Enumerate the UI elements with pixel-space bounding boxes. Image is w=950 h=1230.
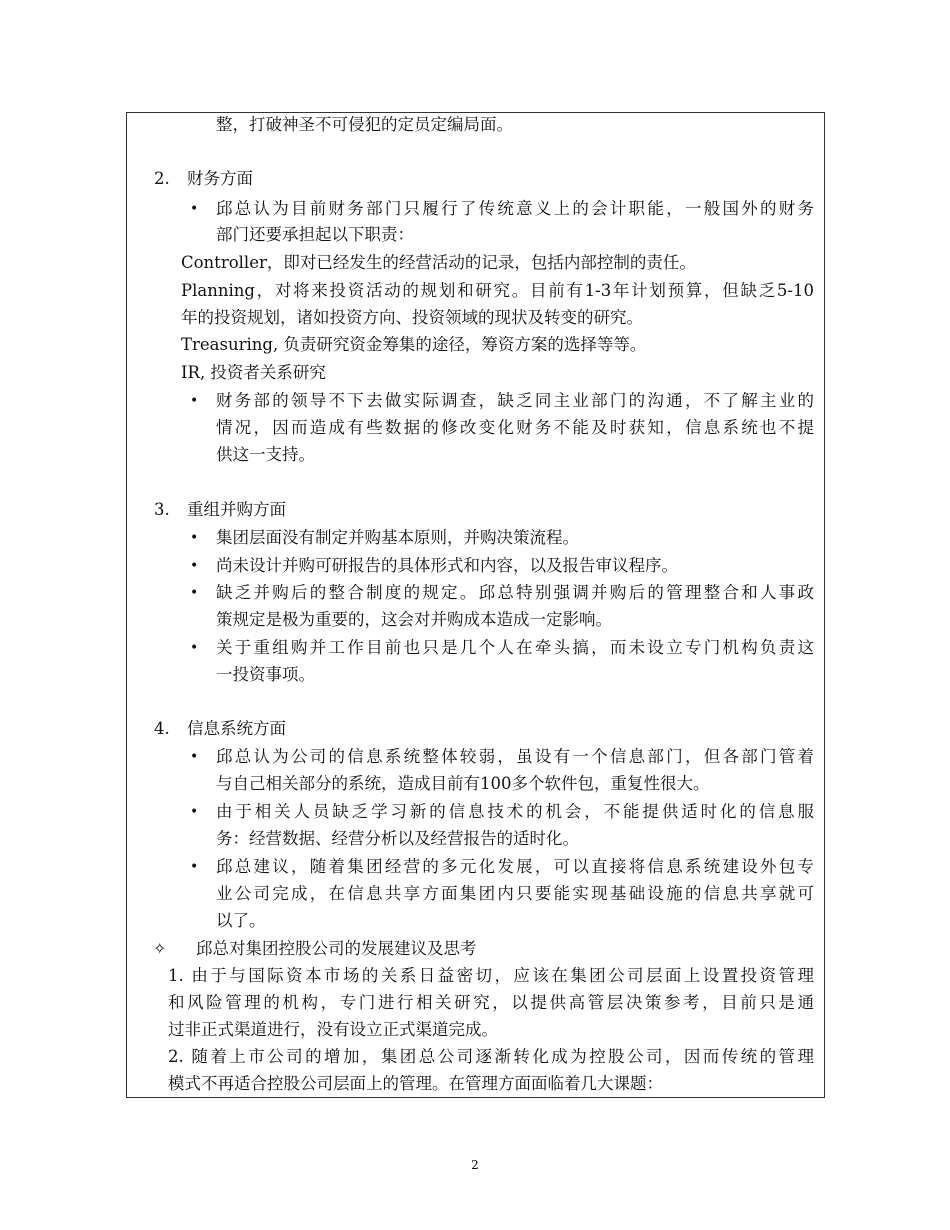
suggestions-heading: 邱总对集团控股公司的发展建议及思考 [196,939,477,958]
bullet-text: 一投资事项。 [216,665,315,684]
bullet-icon: • [190,859,199,875]
bullet-icon: • [190,393,199,409]
bullet-text: 以了。 [216,911,266,930]
bullet-icon: • [190,585,199,601]
suggestion-text: 2. 随着上市公司的增加，集团总公司逐渐转化成为控股公司，因而传统的管理 [168,1047,814,1066]
bullet-text: 由于相关人员缺乏学习新的信息技术的机会，不能提供适时化的信息服 [216,802,814,821]
bullet-text: 业公司完成，在信息共享方面集团内只要能实现基础设施的信息共享就可 [216,884,814,903]
diamond-icon: ✧ [153,939,167,958]
bullet-text: 邱总认为公司的信息系统整体较弱，虽设有一个信息部门，但各部门管着 [216,747,814,766]
section-number: 4. [154,719,170,738]
bullet-icon: • [190,804,199,820]
section-number: 2. [154,169,170,188]
section-heading: 信息系统方面 [187,719,286,738]
intro-line: 整，打破神圣不可侵犯的定员定编局面。 [216,115,513,134]
bullet-icon: • [190,530,199,546]
bullet-icon: • [190,201,199,217]
bullet-text: 关于重组购并工作目前也只是几个人在牵头搞，而未设立专门机构负责这 [216,638,814,657]
role-line: Treasuring, 负责研究资金筹集的途径，筹资方案的选择等等。 [181,335,647,354]
bullet-text: 缺乏并购后的整合制度的规定。邱总特别强调并购后的管理整合和人事政 [216,583,814,602]
suggestion-text: 1. 由于与国际资本市场的关系日益密切，应该在集团公司层面上设置投资管理 [168,966,814,985]
bullet-text: 与自己相关部分的系统，造成目前有100多个软件包，重复性很大。 [216,774,710,793]
suggestion-text: 和风险管理的机构，专门进行相关研究，以提供高管层决策参考，目前只是通 [168,993,814,1012]
bullet-text: 供这一支持。 [216,445,315,464]
suggestion-text: 模式不再适合控股公司层面上的管理。在管理方面面临着几大课题： [168,1074,663,1093]
bullet-text: 策规定是极为重要的，这会对并购成本造成一定影响。 [216,610,612,629]
bullet-icon: • [190,640,199,656]
bullet-text: 务：经营数据、经营分析以及经营报告的适时化。 [216,829,579,848]
bullet-text: 邱总认为目前财务部门只履行了传统意义上的会计职能，一般国外的财务 [216,199,814,218]
role-line: 年的投资规划，诸如投资方向、投资领域的现状及转变的研究。 [181,308,643,327]
role-line: Planning，对将来投资活动的规划和研究。目前有1-3年计划预算，但缺乏5-10 [181,281,814,300]
bullet-text: 部门还要承担起以下职责： [216,225,414,244]
section-number: 3. [154,500,170,519]
bullet-icon: • [190,558,199,574]
role-line: IR, 投资者关系研究 [181,363,326,382]
bullet-text: 财务部的领导不下去做实际调查，缺乏同主业部门的沟通，不了解主业的 [216,391,814,410]
suggestion-text: 过非正式渠道进行，没有设立正式渠道完成。 [168,1020,498,1039]
bullet-text: 邱总建议，随着集团经营的多元化发展，可以直接将信息系统建设外包专 [216,857,814,876]
section-heading: 重组并购方面 [187,500,286,519]
bullet-text: 集团层面没有制定并购基本原则，并购决策流程。 [216,528,579,547]
role-line: Controller，即对已经发生的经营活动的记录，包括内部控制的责任。 [181,253,696,272]
bullet-text: 情况，因而造成有些数据的修改变化财务不能及时获知，信息系统也不提 [216,418,814,437]
page-number: 2 [471,1158,479,1172]
bullet-text: 尚未设计并购可研报告的具体形式和内容，以及报告审议程序。 [216,556,678,575]
section-heading: 财务方面 [187,169,253,188]
bullet-icon: • [190,749,199,765]
